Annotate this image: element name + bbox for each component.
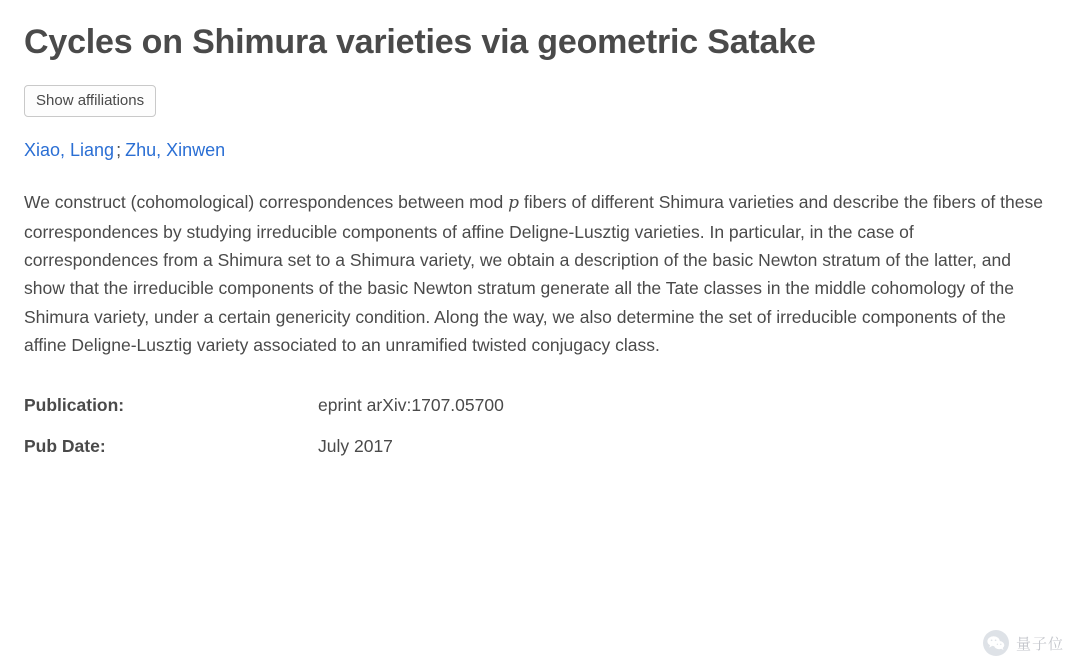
metadata-value-publication: eprint arXiv:1707.05700 (318, 395, 504, 416)
author-link-2[interactable]: Zhu, Xinwen (125, 139, 226, 160)
author-list (24, 139, 1052, 162)
wechat-icon (983, 630, 1009, 656)
metadata-row (24, 436, 1052, 457)
abstract-part-2: fibers of different Shimura varieties and describe the fibers of these correspondences by studying irreducible components of affine Deligne-Lusztig varieties. In particular, in the case of correspondences from a Shimura set to a Shimura variety, we obtain a description of the basic Newton stratum of the latter, and show that the irreducible components of the basic Newton stratum generate all the Tate classes in the middle cohomology of the Shimura variety, under a certain genericity condition. Along the way, we also determine the set of irreducible components of the affine Deligne-Lusztig variety associated to an unramified twisted conjugacy class. (24, 192, 1043, 356)
metadata-label-pubdate: Pub Date: (24, 436, 106, 457)
abstract-part-1: We construct (cohomological) correspondences between mod (24, 192, 509, 213)
abstract-math-symbol: p (508, 193, 519, 214)
watermark-text: 量子位 (1015, 634, 1064, 653)
metadata-list (24, 395, 1052, 457)
metadata-value-pubdate: July 2017 (318, 436, 393, 457)
author-link-1[interactable]: Xiao, Liang (24, 139, 115, 160)
abstract-text (24, 188, 1052, 359)
page-title: Cycles on Shimura varieties via geometric Satake (24, 23, 816, 61)
author-separator: ; (116, 139, 122, 160)
watermark (983, 630, 1064, 656)
metadata-label-publication: Publication: (24, 395, 125, 416)
metadata-row (24, 395, 1052, 416)
show-affiliations-button[interactable]: Show affiliations (24, 85, 156, 117)
